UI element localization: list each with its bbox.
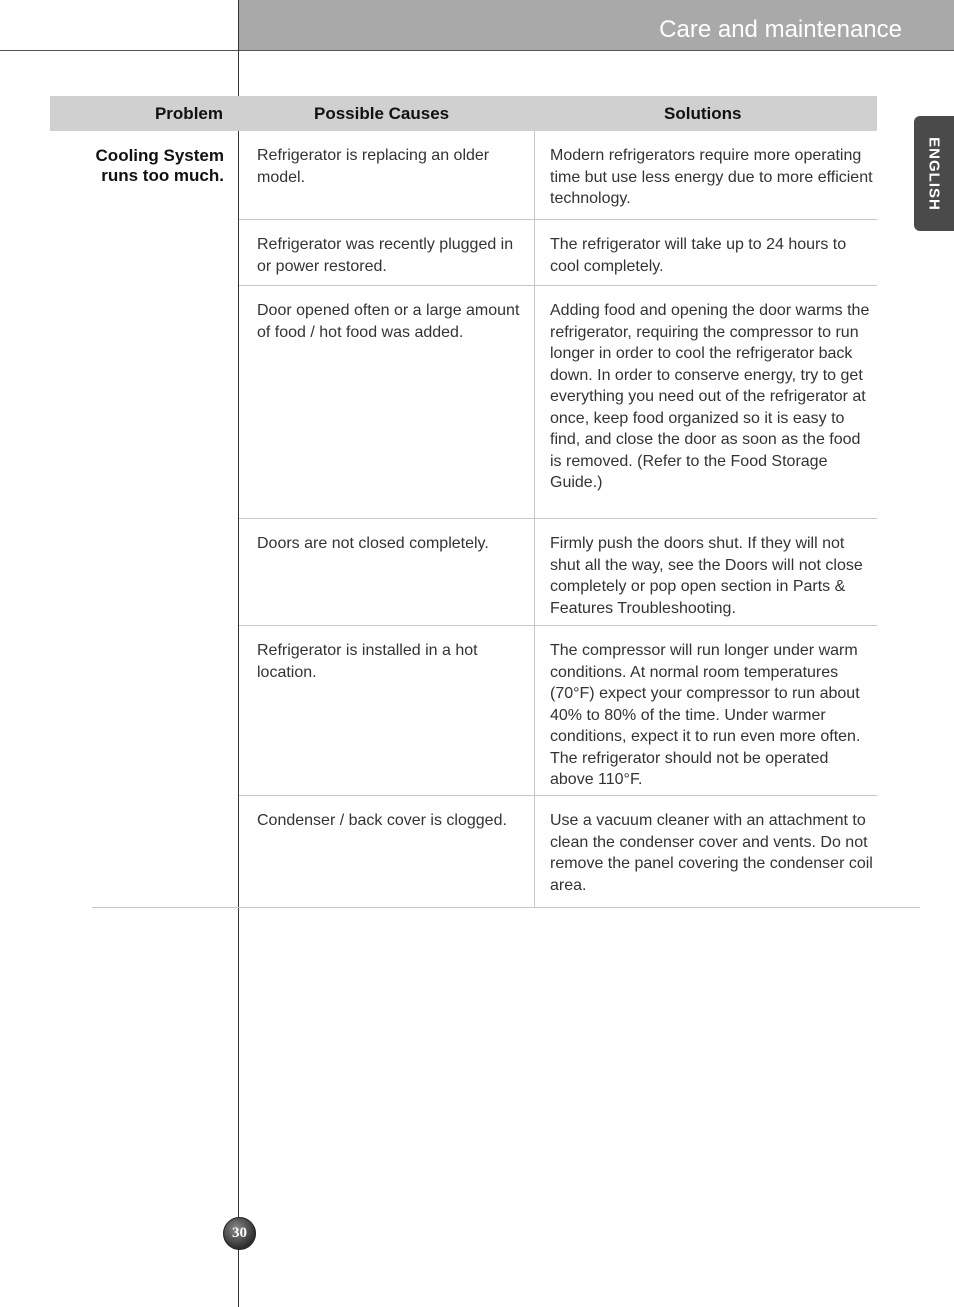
table-row: [239, 796, 877, 907]
table-row: [239, 626, 877, 796]
solution-cell: Firmly push the doors shut. If they will not shut all the way, see the Doors will not close completely or pop open section in Parts & Features Troubleshooting.: [550, 535, 863, 617]
problem-line-1: Cooling System: [95, 146, 224, 165]
cause-cell: Refrigerator was recently plugged in or power restored.: [257, 236, 514, 275]
page-number: 30: [223, 1217, 256, 1250]
cause-cell: Doors are not closed completely.: [257, 535, 489, 552]
solution-cell: Use a vacuum cleaner with an attachment to clean the condenser cover and vents. Do not remove the panel covering the condenser coil area.: [550, 812, 873, 894]
header-problem: Problem: [154, 104, 223, 123]
problem-label: [96, 146, 224, 186]
language-tab-label: ENGLISH: [925, 136, 943, 211]
problem-line-2: runs too much.: [101, 166, 224, 185]
header-rule: [0, 50, 954, 51]
cause-cell: Refrigerator is replacing an older model.: [257, 147, 490, 186]
table-header: [50, 96, 877, 131]
header-possible-causes: Possible Causes: [314, 104, 450, 123]
table-row: [239, 519, 877, 626]
solution-cell: The compressor will run longer under warm conditions. At normal room temperatures (70°F) expect your compressor to run about 40% to 80% of the time. Under warmer conditions, expect it to run even more often. The refrigerator should not be operated above 110°F.: [550, 642, 861, 788]
cause-cell: Door opened often or a large amount of food / hot food was added.: [257, 302, 520, 341]
language-tab: [914, 116, 954, 231]
cause-cell: Condenser / back cover is clogged.: [257, 812, 507, 829]
table-bottom-rule: [92, 907, 920, 908]
solution-cell: Modern refrigerators require more operating time but use less energy due to more efficient technology.: [550, 147, 873, 207]
solution-cell: Adding food and opening the door warms the refrigerator, requiring the compressor to run longer in order to cool the refrigerator back down. In order to conserve energy, try to get everything you need out of the refrigerator at once, keep food organized so it is easy to find, and close the door as soon as the food is removed. (Refer to the Food Storage Guide.): [550, 302, 870, 491]
header-band: [239, 0, 954, 50]
page-title: Care and maintenance: [659, 16, 902, 43]
table-row: [239, 286, 877, 519]
table-row: [239, 220, 877, 286]
cause-cell: Refrigerator is installed in a hot location.: [257, 642, 478, 681]
solution-cell: The refrigerator will take up to 24 hours to cool completely.: [550, 236, 847, 275]
header-solutions: Solutions: [664, 104, 742, 123]
table-row: [239, 131, 877, 220]
